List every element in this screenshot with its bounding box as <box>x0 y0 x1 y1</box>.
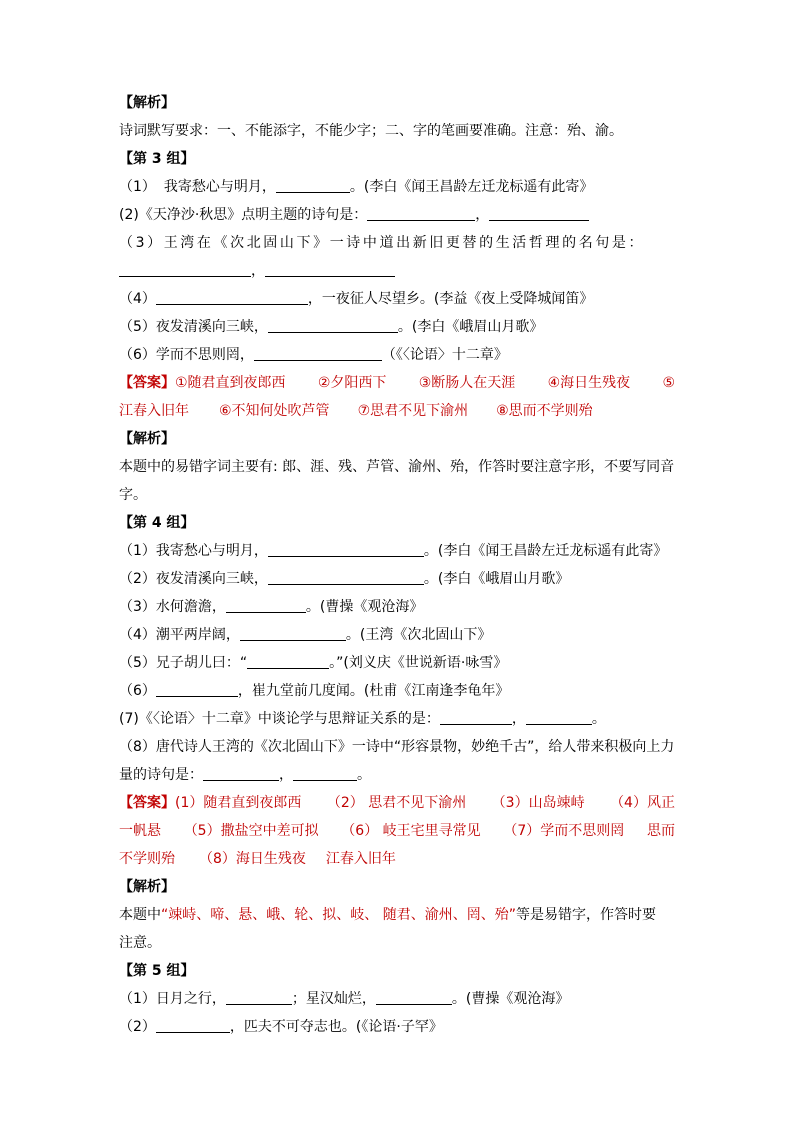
answer-blank[interactable] <box>265 262 395 277</box>
g3-question-3: （3）王湾在《次北固山下》一诗中道出新旧更替的生活哲理的名句是： <box>119 235 646 251</box>
g3-answers-line-2: 江春入旧年 ⑥不知何处吹芦管 ⑦思君不见下渝州 ⑧思而不学则殆 <box>119 403 593 419</box>
analysis-heading: 【解析】 <box>119 95 175 111</box>
g4-question-8-blanks: 量的诗句是： ， 。 <box>119 767 371 783</box>
analysis-text: 本题中的易错字词主要有: 郎、涯、残、芦管、渝州、殆，作答时要注意字形，不要写同音 <box>119 459 675 475</box>
group4-heading: 【第 4 组】 <box>119 515 195 531</box>
answer-blank[interactable] <box>376 990 452 1005</box>
g4-question-8: （8）唐代诗人王湾的《次北固山下》一诗中“形容景物，妙绝千古”，给人带来积极向上力 <box>119 739 675 755</box>
answer-blank[interactable] <box>293 766 357 781</box>
g4-question-2: （2）夜发清溪向三峡， 。(李白《峨眉山月歌》 <box>119 571 570 587</box>
answer-blank[interactable] <box>440 710 512 725</box>
g4-question-7: (7)《〈论语〉十二章》中谈论学与思辩证关系的是： ， 。 <box>119 711 606 727</box>
answer-blank[interactable] <box>156 682 238 697</box>
g3-question-5: （5）夜发清溪向三峡， 。(李白《峨眉山月歌》 <box>119 319 544 335</box>
answer-blank[interactable] <box>367 206 475 221</box>
g5-question-1: （1）日月之行， ；星汉灿烂， 。(曹操《观沧海》 <box>119 991 570 1007</box>
g3-answers-line-1: 【答案】①随君直到夜郎西 ②夕阳西下 ③断肠人在天涯 ④海日生残夜 ⑤ <box>119 375 675 391</box>
answer-blank[interactable] <box>156 1018 230 1033</box>
g4-answers-line-3: 不学则殆 （8）海日生残夜 江春入旧年 <box>119 851 396 867</box>
answer-blank[interactable] <box>119 262 251 277</box>
g4-answers-line-1: 【答案】(1）随君直到夜郎西 （2） 思君不见下渝州 （3）山岛竦峙 （4）风正 <box>119 795 675 811</box>
answer-blank[interactable] <box>203 766 279 781</box>
analysis-heading: 【解析】 <box>119 879 175 895</box>
answer-blank[interactable] <box>254 346 382 361</box>
answer-blank[interactable] <box>156 290 308 305</box>
answer-blank[interactable] <box>247 654 329 669</box>
answer-blank[interactable] <box>240 626 346 641</box>
answer-blank[interactable] <box>226 598 306 613</box>
analysis-text: 字。 <box>119 487 147 503</box>
g3-question-1: （1） 我寄愁心与明月， 。(李白《闻王昌龄左迁龙标遥有此寄》 <box>119 179 594 195</box>
g4-answers-line-2: 一帆悬 （5）撒盐空中差可拟 （6） 岐王宅里寻常见 （7）学而不思则罔 思而 <box>119 823 675 839</box>
analysis-text: 注意。 <box>119 935 161 951</box>
group3-heading: 【第 3 组】 <box>119 151 195 167</box>
g4-question-6: （6） ，崔九堂前几度闻。(杜甫《江南逢李龟年》 <box>119 683 510 699</box>
g3-question-4: （4） ，一夜征人尽望乡。(李益《夜上受降城闻笛》 <box>119 291 594 307</box>
answer-blank[interactable] <box>268 570 424 585</box>
g4-question-1: （1）我寄愁心与明月， 。(李白《闻王昌龄左迁龙标遥有此寄》 <box>119 543 668 559</box>
g5-question-2: （2） ，匹夫不可夺志也。(《论语·子罕》 <box>119 1019 443 1035</box>
g4-question-4: （4）潮平两岸阔， 。(王湾《次北固山下》 <box>119 627 492 643</box>
answer-blank[interactable] <box>226 990 292 1005</box>
answer-blank[interactable] <box>268 318 398 333</box>
g3-question-6: （6）学而不思则罔， （《〈论语〉十二章》 <box>119 347 508 363</box>
g3-question-2: (2)《天净沙·秋思》点明主题的诗句是： ， <box>119 205 679 225</box>
analysis-heading: 【解析】 <box>119 431 175 447</box>
g3-question-3-blanks: ， <box>119 261 679 281</box>
answer-blank[interactable] <box>526 710 592 725</box>
answer-blank[interactable] <box>276 178 350 193</box>
answer-blank[interactable] <box>489 206 589 221</box>
answer-blank[interactable] <box>268 542 424 557</box>
g4-question-3: （3）水何澹澹， 。(曹操《观沧海》 <box>119 599 424 615</box>
analysis-text: 本题中“竦峙、啼、悬、峨、轮、拟、岐、 随君、渝州、罔、殆”等是易错字，作答时要 <box>119 907 656 923</box>
group5-heading: 【第 5 组】 <box>119 963 195 979</box>
analysis-text: 诗词默写要求：一、不能添字，不能少字；二、字的笔画要准确。注意：殆、渝。 <box>119 123 623 139</box>
g4-question-5: （5）兄子胡儿曰：“ 。”(刘义庆《世说新语·咏雪》 <box>119 655 508 671</box>
